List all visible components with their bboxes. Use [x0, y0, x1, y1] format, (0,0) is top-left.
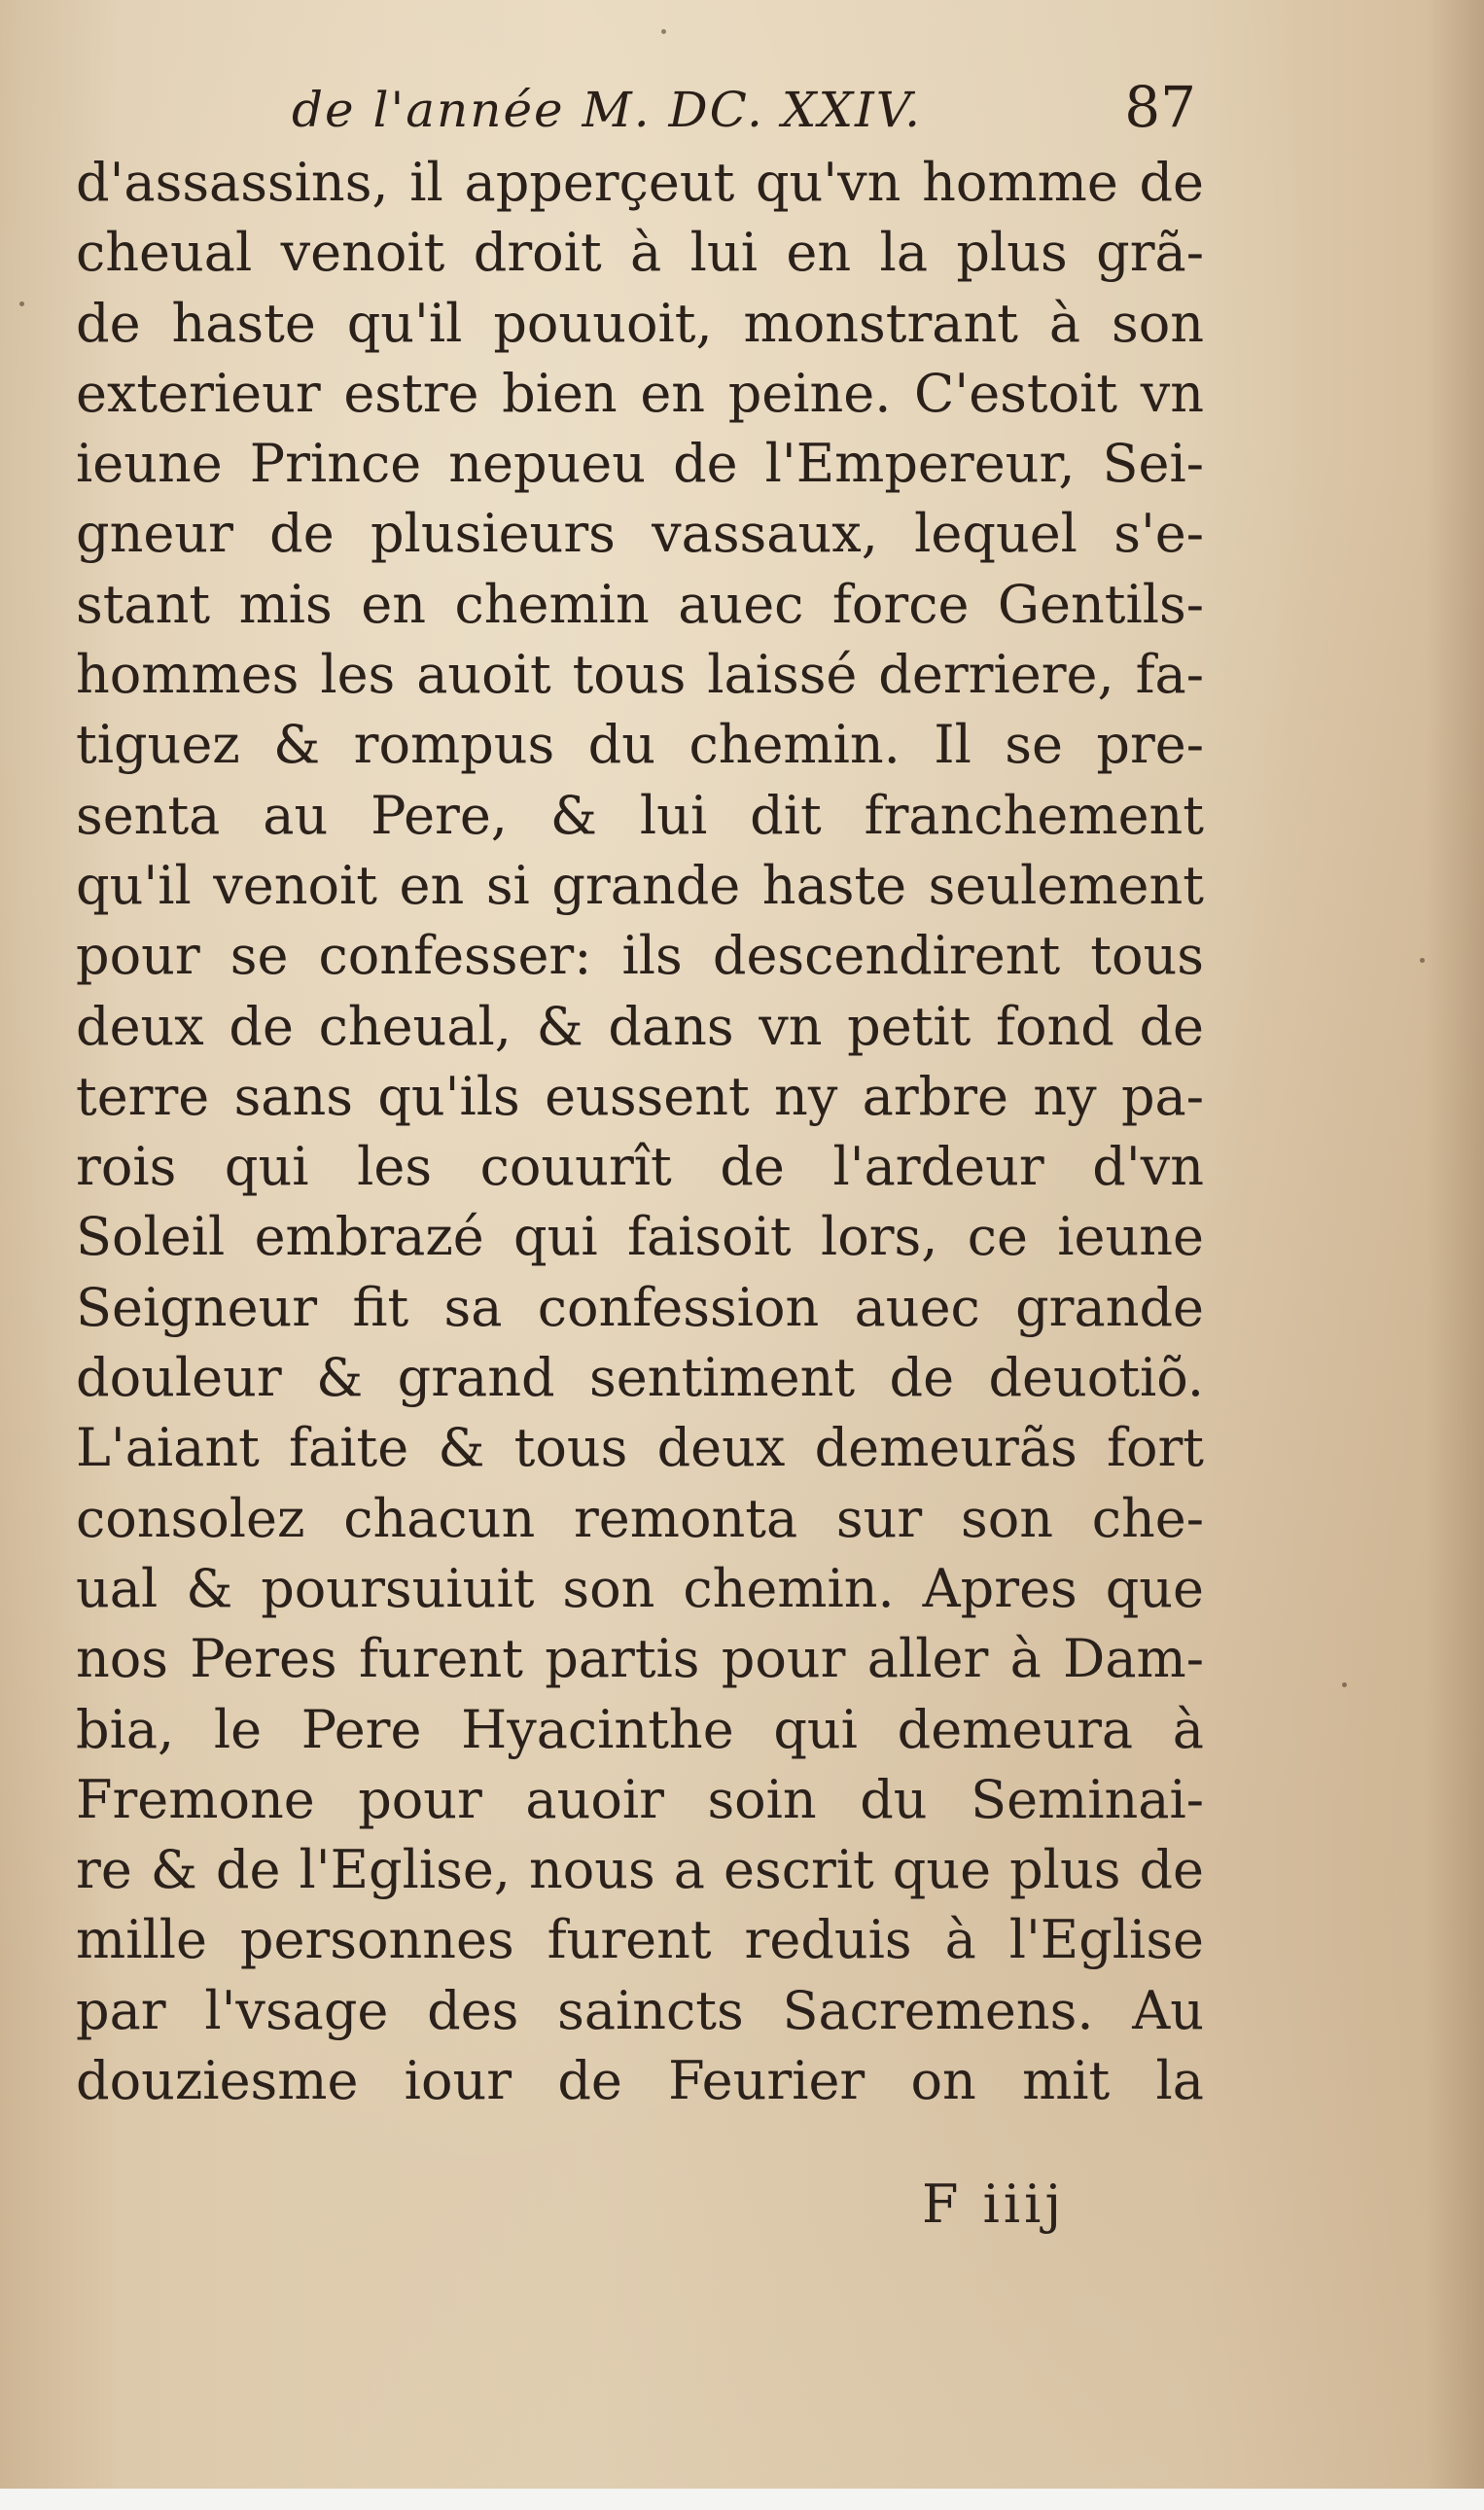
text-line: douleur & grand sentiment de deuotiõ.: [76, 1347, 1204, 1409]
scan-bottom-border: [0, 2489, 1484, 2510]
text-line: mille personnes furent reduis à l'Eglise: [76, 1909, 1204, 1971]
text-line: rois qui les couurît de l'ardeur d'vn: [76, 1136, 1204, 1198]
text-line: ieune Prince nepueu de l'Empereur, Sei-: [76, 433, 1204, 495]
body-text: [76, 148, 1204, 2116]
text-line: re & de l'Eglise, nous a escrit que plus de: [76, 1839, 1204, 1901]
page-header: [292, 68, 1196, 156]
signature-mark: F iiij: [922, 2174, 1066, 2235]
text-line: L'aiant faite & tous deux demeurãs fort: [76, 1417, 1204, 1479]
paper-speck: [661, 29, 666, 34]
text-line: d'assassins, il apperçeut qu'vn homme de: [76, 152, 1204, 213]
paper-speck: [1342, 1682, 1347, 1687]
text-line: douziesme iour de Feurier on mit la: [76, 2050, 1204, 2112]
page-number: 87: [1124, 74, 1196, 140]
text-line: gneur de plusieurs vassaux, lequel s'e-: [76, 503, 1204, 565]
text-line: consolez chacun remonta sur son che-: [76, 1487, 1204, 1549]
text-line: hommes les auoit tous laissé derriere, fa-: [76, 644, 1204, 706]
text-line: terre sans qu'ils eussent ny arbre ny pa-: [76, 1065, 1204, 1127]
page-edge-shadow: [1426, 0, 1484, 2510]
text-line: senta au Pere, & lui dit franchement: [76, 784, 1204, 846]
text-line: Soleil embrazé qui faisoit lors, ce ieune: [76, 1206, 1204, 1268]
text-line: par l'vsage des saincts Sacremens. Au: [76, 1979, 1204, 2041]
paper-speck: [19, 301, 24, 306]
running-title: de l'année M. DC. XXIV.: [292, 82, 923, 138]
text-line: ual & poursuiuit son chemin. Apres que: [76, 1557, 1204, 1619]
text-line: deux de cheual, & dans vn petit fond de: [76, 995, 1204, 1057]
paper-speck: [1420, 958, 1425, 963]
text-line: stant mis en chemin auec force Gentils-: [76, 573, 1204, 635]
text-line: nos Peres furent partis pour aller à Dam-: [76, 1628, 1204, 1690]
text-line: exterieur estre bien en peine. C'estoit vn: [76, 362, 1204, 424]
text-line: tiguez & rompus du chemin. Il se pre-: [76, 714, 1204, 776]
text-line: pour se confesser: ils descendirent tous: [76, 925, 1204, 987]
text-line: cheual venoit droit à lui en la plus grã-: [76, 222, 1204, 284]
text-line: Fremone pour auoir soin du Seminai-: [76, 1768, 1204, 1830]
text-line: de haste qu'il pouuoit, monstrant à son: [76, 292, 1204, 354]
text-line: qu'il venoit en si grande haste seulement: [76, 854, 1204, 916]
text-line: bia, le Pere Hyacinthe qui demeura à: [76, 1698, 1204, 1760]
text-line: Seigneur fit sa confession auec grande: [76, 1276, 1204, 1338]
